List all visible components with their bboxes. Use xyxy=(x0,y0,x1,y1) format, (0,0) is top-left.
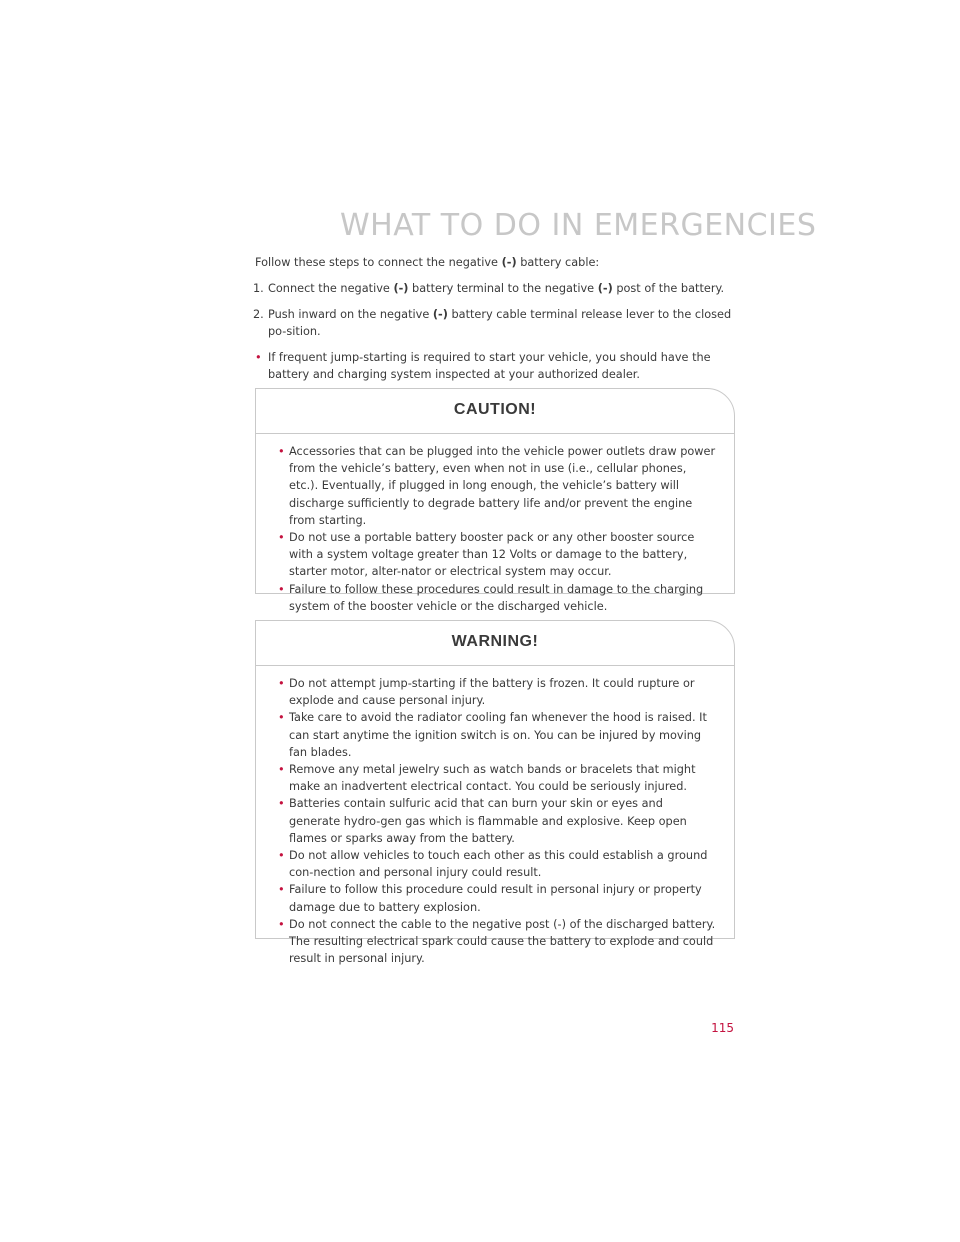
caution-item xyxy=(278,581,716,615)
bullet-icon: • xyxy=(278,531,285,545)
warning-item xyxy=(278,709,716,761)
step-text: post of the battery. xyxy=(612,282,725,295)
negative-symbol: (-) xyxy=(393,282,409,295)
caution-item xyxy=(278,529,716,581)
tip-item xyxy=(255,349,737,383)
step-number: 2. xyxy=(253,308,264,321)
bullet-icon: • xyxy=(278,917,285,931)
bullet-icon: • xyxy=(278,763,285,777)
negative-symbol: (-) xyxy=(597,282,613,295)
bullet-icon: • xyxy=(278,677,285,690)
intro-pre: Follow these steps to connect the negative xyxy=(255,256,502,269)
warning-item xyxy=(278,881,716,915)
bullet-icon: • xyxy=(278,883,285,897)
caution-header xyxy=(256,389,734,434)
warning-item xyxy=(278,847,716,881)
caution-item xyxy=(278,443,716,529)
step-1 xyxy=(255,280,737,297)
page-number: 115 xyxy=(711,1021,734,1035)
warning-text: Remove any metal jewelry such as watch bands or bracelets that might make an inadvertent electrical contact. You could be seriously injured. xyxy=(289,763,696,794)
warning-text: Do not allow vehicles to touch each other as this could establish a ground con-nection and personal injury could result. xyxy=(289,849,708,880)
warning-list xyxy=(256,666,734,976)
warning-item xyxy=(278,675,716,709)
caution-text: Accessories that can be plugged into the vehicle power outlets draw power from the vehicle’s battery, even when not in use (i.e., cellular phones, etc.). Eventually, if plugged in long enough, the vehicle’s battery will discharge sufficiently to degrade battery life and/or prevent the engine from starting. xyxy=(289,445,716,527)
step-2 xyxy=(255,306,737,340)
warning-text: Do not connect the cable to the negative post (-) of the discharged battery. The resulting electrical spark could cause the battery to explode and could result in personal injury. xyxy=(289,917,716,966)
step-number: 1. xyxy=(253,282,264,295)
intro-post: battery cable: xyxy=(516,256,600,269)
warning-text: Batteries contain sulfuric acid that can burn your skin or eyes and generate hydro-gen gas which is flammable and explosive. Keep open flames or sparks away from the battery. xyxy=(289,797,687,845)
step-text: battery cable terminal release lever to the closed po-sition. xyxy=(268,308,732,338)
warning-text: Take care to avoid the radiator cooling fan whenever the hood is raised. It can start anytime the ignition switch is on. You can be injured by moving fan blades. xyxy=(289,711,707,759)
warning-text: Do not attempt jump-starting if the battery is frozen. It could rupture or explode and cause personal injury. xyxy=(289,677,695,708)
warning-item xyxy=(278,795,716,847)
step-text: battery terminal to the negative xyxy=(408,282,598,295)
instructions xyxy=(255,254,737,383)
caution-text: Failure to follow these procedures could result in damage to the charging system of the booster vehicle or the discharged vehicle. xyxy=(289,582,704,613)
negative-symbol: (-) xyxy=(501,256,517,269)
caution-list xyxy=(256,434,734,624)
step-text: Push inward on the negative xyxy=(268,308,433,321)
caution-text: Do not use a portable battery booster pack or any other booster source with a system voltage greater than 12 Volts or damage to the battery, starter motor, alter-nator or electrical system may occur. xyxy=(289,531,695,579)
warning-item xyxy=(278,761,716,795)
step-text: Connect the negative xyxy=(268,282,394,295)
bullet-icon: • xyxy=(255,351,262,364)
warning-item xyxy=(278,916,716,968)
intro-text xyxy=(255,254,737,271)
caution-box xyxy=(255,388,735,613)
negative-symbol: (-) xyxy=(432,308,448,321)
bullet-icon: • xyxy=(278,582,285,596)
bullet-icon: • xyxy=(278,849,285,863)
section-title: WHAT TO DO IN EMERGENCIES xyxy=(340,208,817,243)
bullet-icon: • xyxy=(278,445,285,458)
bullet-icon: • xyxy=(278,797,285,811)
warning-header xyxy=(256,621,734,666)
tip-text: If frequent jump-starting is required to start your vehicle, you should have the battery and charging system inspected at your authorized dealer. xyxy=(268,351,711,381)
warning-box xyxy=(255,620,735,966)
caution-title: CAUTION! xyxy=(453,401,537,418)
bullet-icon: • xyxy=(278,711,285,725)
warning-title: WARNING! xyxy=(451,633,539,650)
warning-text: Failure to follow this procedure could result in personal injury or property damage due to battery explosion. xyxy=(289,883,702,914)
